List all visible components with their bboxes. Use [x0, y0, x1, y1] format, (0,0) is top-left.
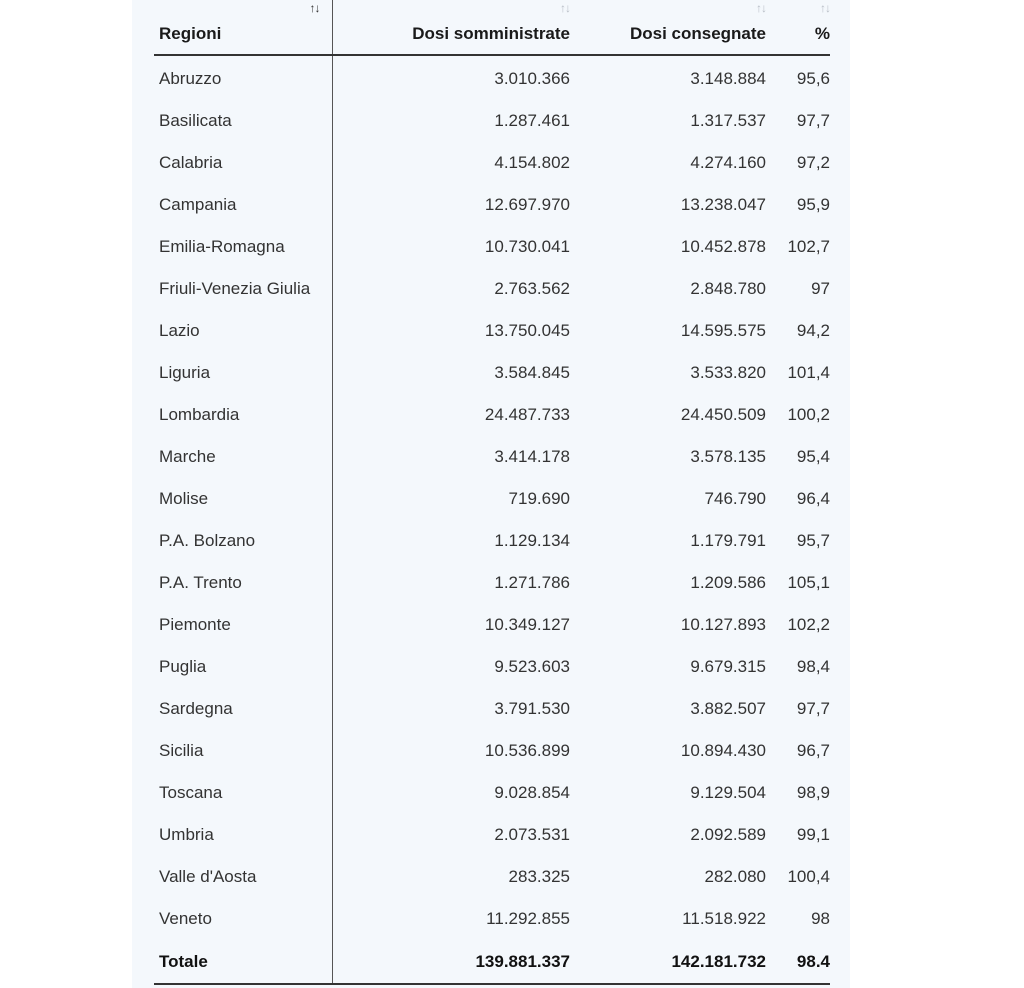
cell-region: Sardegna [154, 688, 332, 730]
cell-administered: 10.536.899 [484, 741, 570, 760]
cell-percent: 95,4 [796, 447, 830, 466]
cell-percent: 102,2 [787, 615, 830, 634]
cell-region: Toscana [154, 772, 332, 814]
cell-delivered: 142.181.732 [570, 940, 766, 984]
vaccine-doses-table [154, 0, 830, 985]
table-row [154, 730, 830, 772]
cell-delivered: 4.274.160 [690, 153, 766, 172]
cell-administered: 3.584.845 [494, 363, 570, 382]
cell-percent: 101,4 [787, 363, 830, 382]
cell-delivered: 24.450.509 [680, 405, 766, 424]
table-row [154, 268, 830, 310]
cell-delivered: 282.080 [704, 867, 766, 886]
cell-percent: 95,9 [796, 195, 830, 214]
cell-percent: 97,2 [796, 153, 830, 172]
cell-region: Puglia [154, 646, 332, 688]
cell-delivered: 1.179.791 [690, 531, 766, 550]
cell-region: Sicilia [154, 730, 332, 772]
cell-delivered: 10.127.893 [680, 615, 766, 634]
sort-arrows-icon[interactable]: ↑↓ [756, 1, 766, 15]
cell-region: Veneto [154, 898, 332, 940]
cell-administered: 12.697.970 [484, 195, 570, 214]
column-header-percent[interactable] [766, 0, 830, 55]
cell-percent: 94,2 [796, 321, 830, 340]
table-row-total [154, 940, 830, 984]
cell-delivered: 13.238.047 [680, 195, 766, 214]
cell-region: Campania [154, 184, 332, 226]
cell-region: Molise [154, 478, 332, 520]
table-row [154, 604, 830, 646]
cell-delivered: 3.882.507 [690, 699, 766, 718]
sort-arrows-icon[interactable]: ↑↓ [820, 1, 830, 15]
cell-delivered: 10.452.878 [680, 237, 766, 256]
table-row [154, 184, 830, 226]
column-header-label: % [814, 24, 830, 43]
cell-region: Valle d'Aosta [154, 856, 332, 898]
cell-delivered: 3.578.135 [690, 447, 766, 466]
cell-region: Basilicata [154, 100, 332, 142]
cell-administered: 3.414.178 [494, 447, 570, 466]
table-row [154, 478, 830, 520]
table-row [154, 814, 830, 856]
cell-delivered: 2.848.780 [690, 279, 766, 298]
cell-region: Totale [154, 940, 332, 984]
table-row [154, 100, 830, 142]
cell-administered: 3.791.530 [494, 699, 570, 718]
cell-percent: 98,4 [796, 657, 830, 676]
cell-administered: 139.881.337 [332, 940, 570, 984]
cell-administered: 4.154.802 [494, 153, 570, 172]
cell-percent: 105,1 [787, 573, 830, 592]
column-header-dosi-consegnate[interactable] [570, 0, 766, 55]
cell-delivered: 9.679.315 [690, 657, 766, 676]
cell-region: Marche [154, 436, 332, 478]
table-row [154, 646, 830, 688]
cell-percent: 97,7 [796, 111, 830, 130]
cell-percent: 97 [811, 279, 830, 298]
cell-administered: 11.292.855 [486, 909, 570, 928]
cell-administered: 3.010.366 [494, 69, 570, 88]
table-row [154, 394, 830, 436]
column-header-dosi-somministrate[interactable] [332, 0, 570, 55]
table-row [154, 772, 830, 814]
cell-administered: 10.730.041 [484, 237, 570, 256]
cell-percent: 98,9 [796, 783, 830, 802]
cell-region: P.A. Bolzano [154, 520, 332, 562]
cell-percent: 100,4 [787, 867, 830, 886]
cell-administered: 1.287.461 [494, 111, 570, 130]
cell-administered: 283.325 [508, 867, 570, 886]
column-header-label: Dosi consegnate [629, 24, 766, 43]
cell-delivered: 10.894.430 [680, 741, 766, 760]
cell-administered: 13.750.045 [484, 321, 570, 340]
cell-delivered: 9.129.504 [690, 783, 766, 802]
table-row [154, 142, 830, 184]
cell-administered: 719.690 [508, 489, 570, 508]
cell-percent: 97,7 [796, 699, 830, 718]
cell-region: Friuli-Venezia Giulia [154, 268, 332, 310]
cell-region: Umbria [154, 814, 332, 856]
cell-delivered: 11.518.922 [682, 909, 766, 928]
table-row [154, 436, 830, 478]
cell-delivered: 746.790 [704, 489, 766, 508]
column-header-regioni[interactable] [154, 0, 332, 55]
cell-administered: 24.487.733 [484, 405, 570, 424]
cell-administered: 1.271.786 [494, 573, 570, 592]
cell-percent: 95,7 [796, 531, 830, 550]
cell-percent: 95,6 [796, 69, 830, 88]
cell-administered: 2.073.531 [494, 825, 570, 844]
cell-percent: 96,4 [796, 489, 830, 508]
cell-administered: 2.763.562 [494, 279, 570, 298]
cell-region: Abruzzo [154, 55, 332, 100]
cell-percent: 98 [811, 909, 830, 928]
table-row [154, 898, 830, 940]
cell-delivered: 1.317.537 [690, 111, 766, 130]
cell-region: Liguria [154, 352, 332, 394]
cell-region: Piemonte [154, 604, 332, 646]
cell-delivered: 1.209.586 [690, 573, 766, 592]
cell-administered: 9.028.854 [494, 783, 570, 802]
table-row [154, 55, 830, 100]
cell-administered: 10.349.127 [484, 615, 570, 634]
cell-region: Lazio [154, 310, 332, 352]
table-row [154, 856, 830, 898]
table-row [154, 562, 830, 604]
cell-region: Calabria [154, 142, 332, 184]
cell-administered: 9.523.603 [494, 657, 570, 676]
table-row [154, 352, 830, 394]
column-header-label: Regioni [159, 24, 222, 43]
table-body [154, 55, 830, 984]
table-header-row [154, 0, 830, 55]
cell-percent: 102,7 [787, 237, 830, 256]
table-row [154, 226, 830, 268]
table-row [154, 520, 830, 562]
cell-region: Lombardia [154, 394, 332, 436]
sort-arrows-icon[interactable]: ↑↓ [309, 1, 320, 15]
column-header-label: Dosi somministrate [412, 24, 570, 43]
cell-percent: 100,2 [787, 405, 830, 424]
cell-percent: 99,1 [796, 825, 830, 844]
cell-region: P.A. Trento [154, 562, 332, 604]
cell-percent: 96,7 [796, 741, 830, 760]
table-row [154, 310, 830, 352]
cell-delivered: 3.148.884 [690, 69, 766, 88]
table-row [154, 688, 830, 730]
cell-delivered: 2.092.589 [690, 825, 766, 844]
cell-region: Emilia-Romagna [154, 226, 332, 268]
sort-arrows-icon[interactable]: ↑↓ [560, 1, 570, 15]
table-panel [132, 0, 850, 988]
cell-delivered: 3.533.820 [690, 363, 766, 382]
cell-delivered: 14.595.575 [680, 321, 766, 340]
cell-administered: 1.129.134 [494, 531, 570, 550]
cell-percent: 98.4 [766, 940, 830, 984]
